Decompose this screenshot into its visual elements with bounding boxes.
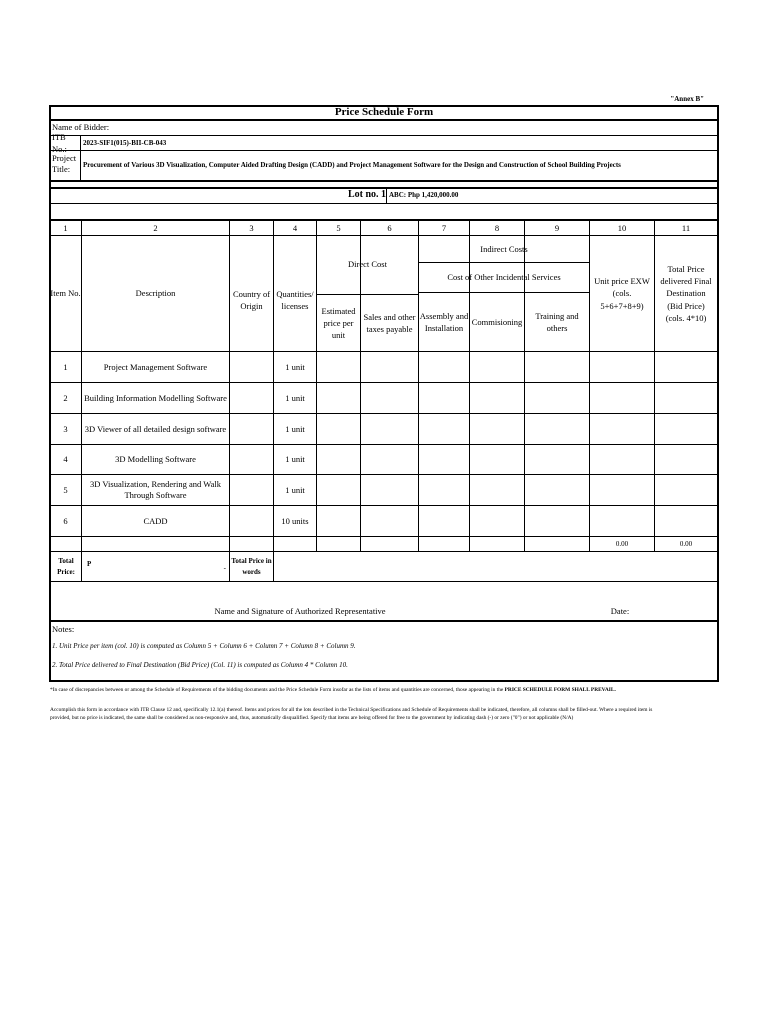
header-unit-price-exw: Unit price EXW (cols. 5+6+7+8+9) bbox=[594, 276, 650, 311]
total-price-peso: P bbox=[87, 559, 92, 568]
itb-number: 2023-SIF1(015)-BII-CB-043 bbox=[83, 138, 167, 147]
accomplish-note bbox=[50, 706, 720, 722]
col-number-7: 7 bbox=[441, 222, 447, 233]
header-direct-cost: Direct Cost bbox=[348, 259, 387, 270]
bidder-label: Name of Bidder: bbox=[52, 121, 110, 132]
table-row-2-no: 2 bbox=[63, 392, 68, 403]
project-label-line2: Title: bbox=[52, 164, 71, 175]
header-cost-incidental: Cost of Other Incidental Services bbox=[447, 272, 561, 283]
table-row-3-description: 3D Viewer of all detailed design software bbox=[84, 423, 227, 434]
signature-label: Name and Signature of Authorized Representative bbox=[214, 605, 386, 616]
total-price-value: - bbox=[223, 563, 226, 572]
table-row-5-description: 3D Visualization, Rendering and Walk Through Software bbox=[90, 478, 221, 500]
table-row-5-no: 5 bbox=[63, 484, 68, 495]
annex-label: "Annex B" bbox=[670, 94, 704, 103]
total-price-label: Total Price: bbox=[57, 557, 75, 576]
header-total-price: Total Price delivered Final Destination (Bid Price) (cols. 4*10) bbox=[660, 263, 712, 323]
header-country-of-origin: Country of Origin bbox=[232, 288, 271, 311]
col-number-10: 10 bbox=[617, 222, 627, 233]
header-commissioning: Commisioning bbox=[471, 316, 523, 327]
project-label-line1: Project bbox=[52, 153, 77, 163]
accomplish-note-line2: provided, but no price is indicated, the same shall be considered as non-responsive and, thus, automatically disqualified. Specify that items are being offered for free to the government by indicating dash (-) or zero ("0") or not applicable (N/A) bbox=[50, 715, 574, 722]
project-title: Procurement of Various 3D Visualization, Computer Aided Drafting Design (CADD) and Project Management Software for the Design and Construction of School Building Projects bbox=[83, 160, 621, 169]
col-number-4: 4 bbox=[292, 222, 298, 233]
total-price-in-words-label: Total Price in words bbox=[231, 557, 272, 576]
table-row-4-quantity: 1 unit bbox=[285, 454, 305, 465]
col-number-8: 8 bbox=[494, 222, 500, 233]
table-row-1-no: 1 bbox=[63, 361, 68, 372]
table-row-2-quantity: 1 unit bbox=[285, 392, 305, 403]
header-training: Training and others bbox=[535, 310, 579, 333]
header-indirect-costs: Indirect Costs bbox=[480, 243, 528, 254]
col-number-5: 5 bbox=[336, 222, 341, 233]
table-row-6-description: CADD bbox=[143, 515, 168, 526]
table-row-5-quantity: 1 unit bbox=[285, 484, 305, 495]
table-row-6-quantity: 10 units bbox=[281, 515, 309, 526]
header-quantities: Quantities/ licenses bbox=[276, 288, 314, 311]
header-description: Description bbox=[135, 288, 176, 299]
total-col11: 0.00 bbox=[679, 539, 693, 548]
col-number-9: 9 bbox=[554, 222, 560, 233]
note-line-2: 2. Total Price delivered to Final Destination (Bid Price) (Col. 11) is computed as Column 4 * Column 10. bbox=[52, 660, 348, 669]
total-col10: 0.00 bbox=[615, 539, 629, 548]
table-row-4-description: 3D Modelling Software bbox=[115, 454, 196, 465]
header-assembly: Assembly and Installation bbox=[419, 310, 469, 333]
discrepancy-note-text: *In case of discrepancies between or among the Schedule of Requirements of the bidding documents and the Price Schedule Form insofar as the lists of items and quantities are concerned, those appearing in the bbox=[50, 687, 504, 693]
itb-label: ITB No.: bbox=[52, 131, 67, 154]
form-title: Price Schedule Form bbox=[334, 105, 434, 118]
col-number-1: 1 bbox=[63, 222, 68, 233]
table-row-3-no: 3 bbox=[63, 423, 68, 434]
abc-amount: ABC: Php 1,420,000.00 bbox=[389, 191, 459, 200]
discrepancy-note bbox=[50, 686, 720, 694]
total-price-in-words-field[interactable] bbox=[275, 553, 716, 580]
col-number-11: 11 bbox=[681, 222, 691, 233]
header-estimated-price: Estimated price per unit bbox=[321, 305, 356, 341]
notes-label: Notes: bbox=[52, 624, 75, 635]
table-row-2-description: Building Information Modelling Software bbox=[84, 392, 227, 403]
discrepancy-note-bold: PRICE SCHEDULE FORM SHALL PREVAIL. bbox=[504, 687, 616, 693]
table-row-1-quantity: 1 unit bbox=[285, 361, 305, 372]
note-line-1: 1. Unit Price per item (col. 10) is computed as Column 5 + Column 6 + Column 7 + Column 8 + Column 9. bbox=[52, 641, 356, 650]
header-sales-taxes: Sales and other taxes payable bbox=[363, 311, 416, 334]
project-label bbox=[52, 153, 78, 177]
table-row-3-quantity: 1 unit bbox=[285, 423, 305, 434]
table-row-6-no: 6 bbox=[63, 515, 68, 526]
lot-label: Lot no. 1 bbox=[347, 189, 386, 201]
col-number-6: 6 bbox=[387, 222, 392, 233]
table-row-1-description: Project Management Software bbox=[103, 361, 208, 372]
col-number-2: 2 bbox=[153, 222, 158, 233]
table-row-4-no: 4 bbox=[63, 454, 68, 465]
accomplish-note-line1: Accomplish this form in accordance with ITB Clause 12 and, specifically 12.1(a) thereof. Items and prices for all the lots described in the Technical Specifications and Schedule of Requirements shall be indicated, therefore, all columns shall be filled-out. Where a required item is bbox=[50, 707, 653, 713]
header-item-no: Item No. bbox=[50, 288, 81, 299]
col-number-3: 3 bbox=[249, 222, 254, 233]
date-label: Date: bbox=[610, 605, 630, 616]
